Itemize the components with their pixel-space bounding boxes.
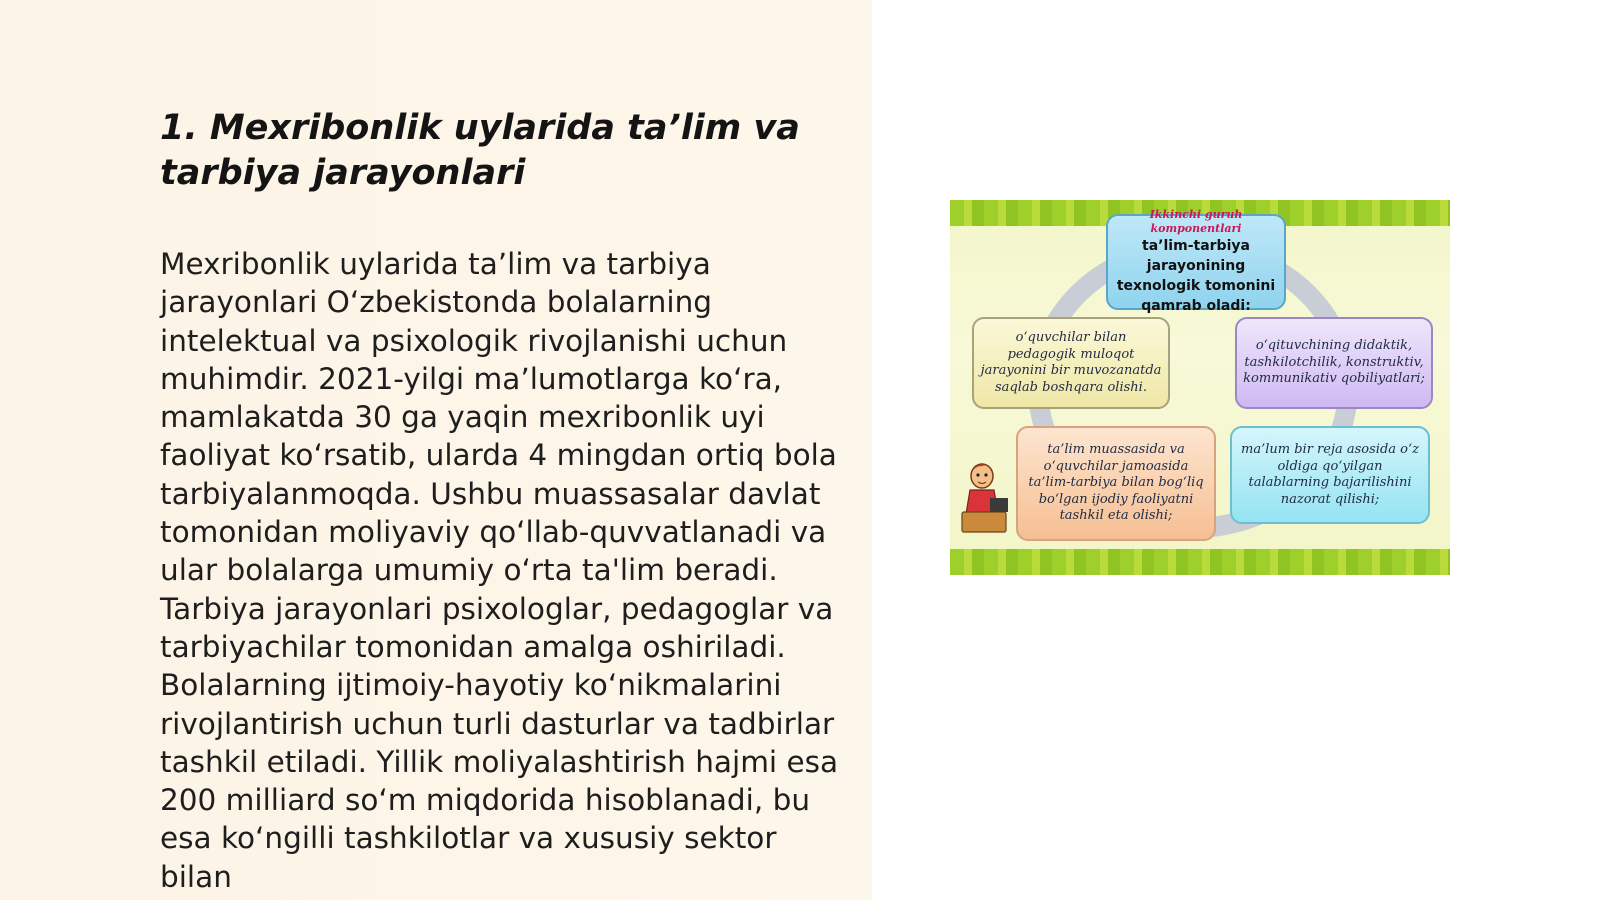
diagram-top-box: [1106, 208, 1286, 314]
diagram-right-box: [1235, 317, 1433, 409]
diagram-left-text: o‘quvchilar bilan pedagogik muloqot jarayonini bir muvozanatda saqlab boshqara olishi.: [980, 330, 1162, 395]
diagram-top-subtitle: Ikkinchi guruh komponentlari: [1149, 208, 1243, 235]
diagram-bottom-right-text: ma’lum bir reja asosida o‘z oldiga qo‘yilgan talablarning bajarilishini nazorat qilishi;: [1241, 442, 1419, 507]
diagram-top-main: ta’lim-tarbiya jarayonining texnologik tomonini qamrab oladi:: [1116, 238, 1276, 314]
diagram-bottom-left-box: [1016, 426, 1216, 541]
diagram-bottom-right-box: [1230, 426, 1430, 524]
slide-paragraph: Mexribonlik uylarida ta’lim va tarbiya jarayonlari O‘zbekistonda bolalarning intelektual va psixologik rivojlanishi uchun muhimdir. 2021-yilgi ma’lumotlarga ko‘ra, mamlakatda 30 ga yaqin mexribonlik uyi faoliyat ko‘rsatib, ularda 4 mingdan ortiq bola tarbiyalanmoqda. Ushbu muassasalar davlat tomonidan moliyaviy qo‘llab-quvvatlanadi va ular bolalarga umumiy o‘rta ta'lim beradi. Tarbiya jarayonlari psixologlar, pedagoglar va tarbiyachilar tomonidan amalga oshiriladi. Bolalarning ijtimoiy-hayotiy ko‘nikmalarini rivojlantirish uchun turli dasturlar va tadbirlar tashkil etiladi. Yillik moliyalashtirish hajmi esa 200 milliard so‘m miqdorida hisoblanadi, bu esa ko‘ngilli tashkilotlar va xususiy sektor bilan: [160, 247, 839, 894]
decorative-border-bottom: [950, 549, 1450, 575]
diagram-image: [950, 200, 1450, 575]
diagram-right-text: o‘qituvchining didaktik, tashkilotchilik, konstruktiv, kommunikativ qobiliyatlari;: [1243, 338, 1425, 387]
slide-title: 1. Mexribonlik uylarida ta’lim va tarbiya jarayonlari: [160, 108, 800, 193]
diagram-bottom-left-text: ta’lim muassasida va o‘quvchilar jamoasida ta’lim-tarbiya bilan bog‘liq bo‘lgan ijodiy faoliyatni tashkil eta olishi;: [1028, 442, 1204, 524]
diagram-left-box: [972, 317, 1170, 409]
cartoon-teacher-icon: [960, 458, 1012, 536]
